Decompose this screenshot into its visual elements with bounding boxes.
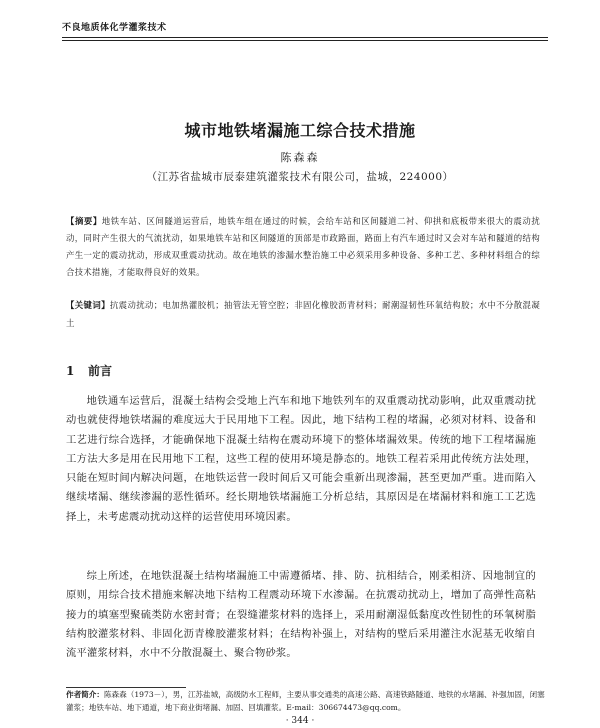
author-affiliation: （江苏省盐城市辰泰建筑灌浆技术有限公司，盐城，224000） [146,171,454,183]
abstract-label: 【摘要】 [66,216,102,226]
body-paragraph-2 [66,567,536,663]
footnote-label: 作者简介： [66,690,104,699]
header-rule [62,37,548,41]
page-number: · 344 · [285,716,315,726]
journal-title: 不良地质体化学灌浆技术 [62,23,167,33]
article-title: 城市地铁堵漏施工综合技术措施 [184,121,416,140]
abstract-text: 地铁车站、区间隧道运营后，地铁车组在通过的时候，会给车站和区间隧道二衬、仰拱和底板带来很大的震动扰动，同时产生很大的气流扰动，如果地铁车站和区间隧道的顶部是市政路面，路面上有汽车通过时又会对车站和隧道的结构产生一定的震动扰动，形成双重震动扰动。故在地铁的渗漏水整治施工中必须采用多种设备、多种工艺、多种材料组合的综合技术措施，才能取得良好的效果。 [66,216,540,277]
abstract [66,213,540,281]
author-footnote [66,688,546,714]
paragraph-text: 地铁通车运营后，混凝土结构会受地上汽车和地下地铁列车的双重震动扰动影响，此双重震动扰动也就使得地铁堵漏的难度远大于民用地下工程。因此，地下结构工程的堵漏，必须对材料、设备和工艺进行综合选择，才能确保地下混凝土结构在震动环境下的整体堵漏效果。传统的地下工程堵漏施工方法大多是用在民用地下工程，这些工程的使用环境是静态的。地铁工程若采用此传统方法处理，只能在短时间内解决问题，在地铁运营一段时间后又可能会重新出现渗漏，甚至更加严重。进而陷入继续堵漏、继续渗漏的恶性循环。经长期地铁堵漏施工分析总结，其原因是在堵漏材料和施工工艺选择上，未考虑震动扰动这样的运营使用环境因素。 [66,395,536,523]
section-heading [66,362,112,379]
section-number: 1 [66,364,75,378]
footnote-text: 陈森森（1973－），男，江苏盐城，高级防水工程师，主要从事交通类的高速公路、高速铁路隧道、地铁的水堵漏、补强加固，闭塞灌浆；地铁车站、地下通道，地下商业街堵漏、加固、回填灌浆。E-mail：306674473@qq.com。 [66,690,545,712]
paragraph-text: 综上所述，在地铁混凝土结构堵漏施工中需遵循堵、排、防、抗相结合，刚柔相济、因地制宜的原则，用综合技术措施来解决地下结构工程震动环境下水渗漏。在抗震动扰动上，增加了高弹性高粘接力的填塞型聚硫类防水密封膏；在裂缝灌浆材料的选择上，采用耐潮湿低黏度改性韧性的环氧树脂结构胶灌浆材料、非固化沥青橡胶灌浆材料；在结构补强上，对结构的壁后采用灌注水泥基无收缩自流平灌浆材料，水中不分散混凝土、聚合物砂浆。 [66,570,536,660]
running-header [62,20,548,41]
keywords [66,296,540,332]
keywords-text: 抗震动扰动；电加热灌胶机；抽管法无管空腔；非固化橡胶沥青材料；耐潮湿韧性环氧结构胶；水中不分散混凝土 [66,300,541,328]
author-name: 陈森森 [280,151,320,164]
keywords-label: 【关键词】 [66,300,110,310]
body-paragraph-1 [66,392,536,527]
section-title: 前言 [88,364,113,378]
